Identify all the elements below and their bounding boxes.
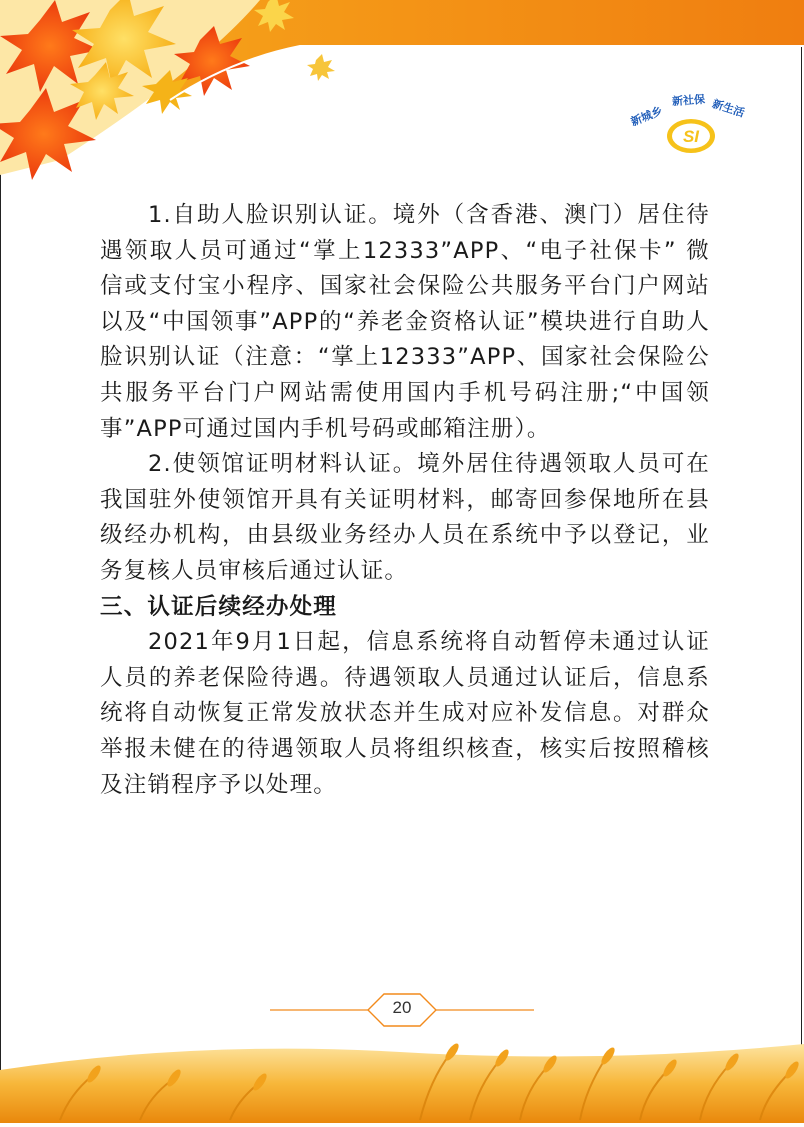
logo-slogan-2: 新社保 bbox=[671, 92, 706, 109]
page-number-ornament bbox=[270, 990, 534, 1030]
footer-wheat-field bbox=[0, 1030, 804, 1123]
paragraph-post-certification: 2021年9月1日起，信息系统将自动暂停未通过认证人员的养老保险待遇。待遇领取人员通过认证后，信息系统将自动恢复正常发放状态并生成对应补发信息。对群众举报未健在的待遇领取人员将组织核查，核实后按照稽核及注销程序予以处理。 bbox=[100, 629, 710, 798]
logo-slogan-3: 新生活 bbox=[710, 97, 747, 120]
social-security-logo bbox=[620, 78, 760, 168]
logo-slogan-1: 新城乡 bbox=[628, 104, 665, 129]
svg-text:SI: SI bbox=[682, 127, 700, 146]
document-body bbox=[100, 198, 710, 803]
paragraph-consulate-certificate: 2.使领馆证明材料认证。境外居住待遇领取人员可在我国驻外使领馆开具有关证明材料，邮寄回参保地所在县级经办机构，由县级业务经办人员在系统中予以登记，业务复核人员审核后通过认证。 bbox=[100, 451, 710, 584]
section-heading: 三、认证后续经办处理 bbox=[100, 593, 338, 620]
page-number: 20 bbox=[392, 998, 412, 1017]
maple-leaf-icon bbox=[307, 54, 335, 81]
si-emblem-icon bbox=[664, 116, 718, 156]
paragraph-face-recognition: 1.自助人脸识别认证。境外（含香港、澳门）居住待遇领取人员可通过“掌上12333”APP、“电子社保卡” 微信或支付宝小程序、国家社会保险公共服务平台门户网站以及“中国领事”APP的“养老金资格认证”模块进行自助人脸识别认证（注意：“掌上12333”APP、国家社会保险公共服务平台门户网站需使用国内手机号码注册;“中国领事”APP可通过国内手机号码或邮箱注册）。 bbox=[100, 202, 710, 442]
